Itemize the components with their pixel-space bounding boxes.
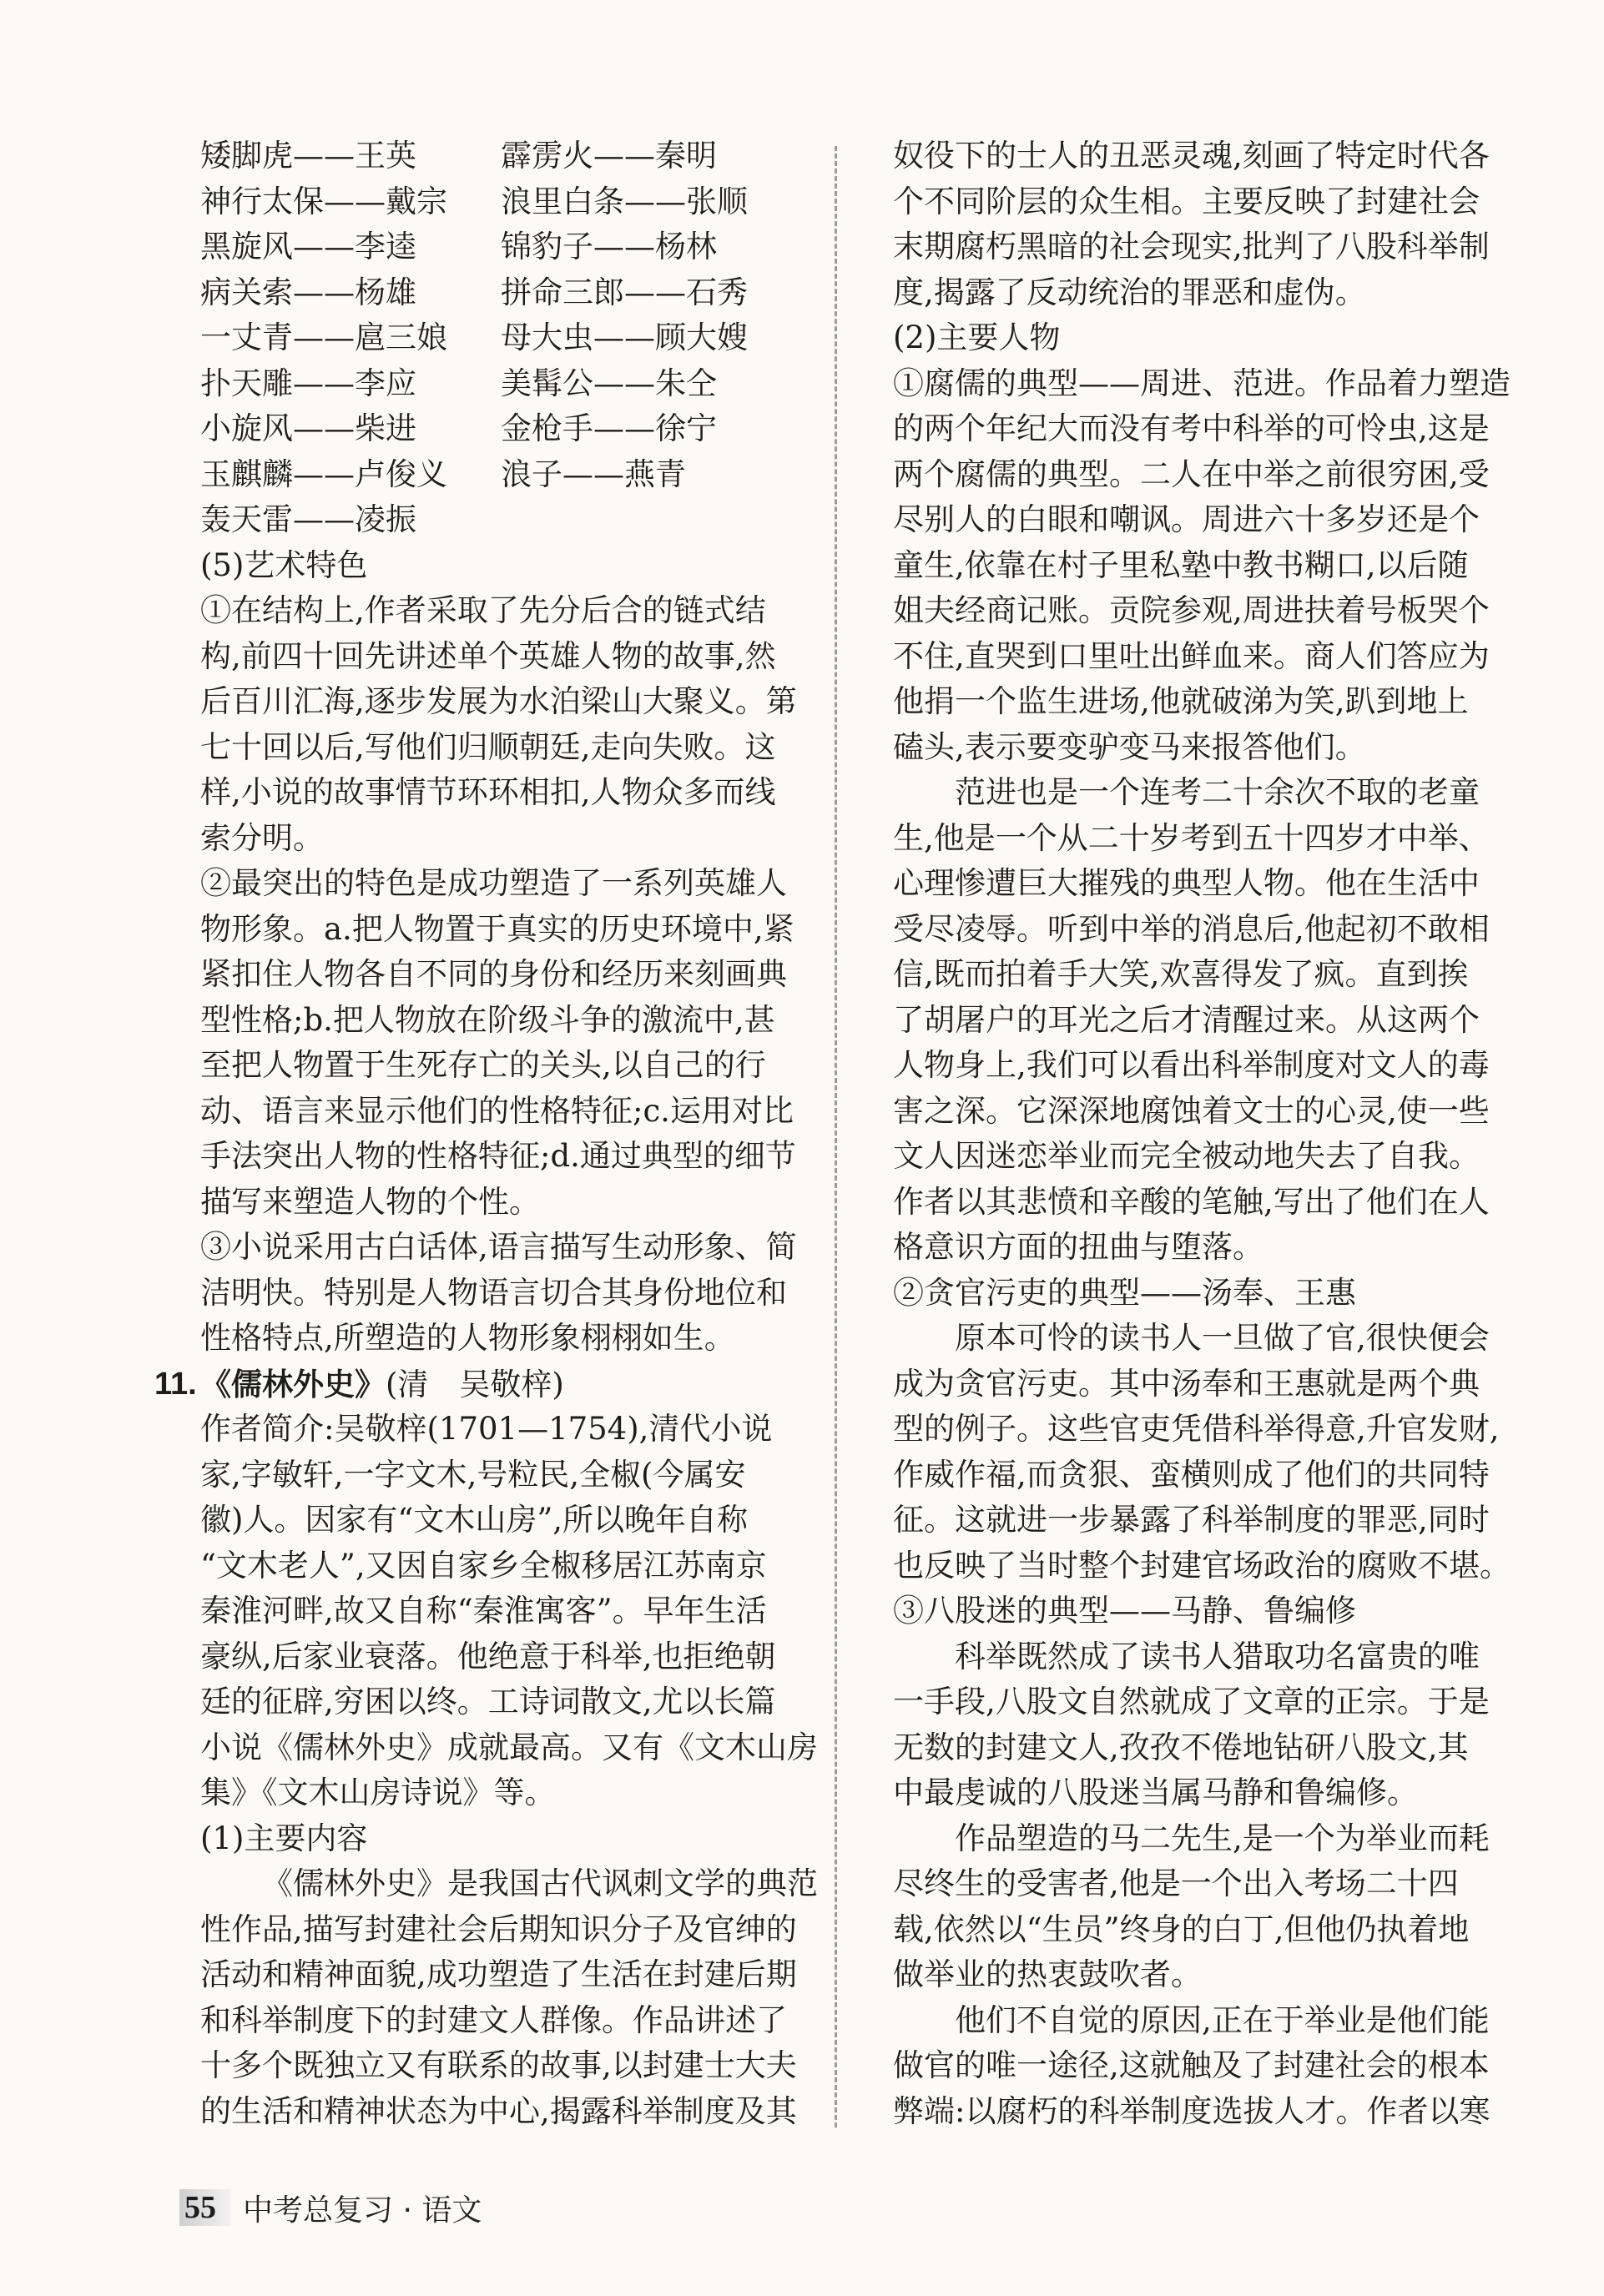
text-line: 作者以其悲愤和辛酸的笔触,写出了他们在人	[893, 1183, 1490, 1220]
text-line: 奴役下的士人的丑恶灵魂,刻画了特定时代各	[893, 138, 1490, 174]
text-line: 作威作福,而贪狠、蛮横则成了他们的共同特	[893, 1456, 1490, 1493]
art-features-heading: (5)艺术特色	[200, 546, 368, 583]
text-line: 成为贪官污吏。其中汤奉和王惠就是两个典	[893, 1365, 1480, 1402]
text-line: 也反映了当时整个封建官场政治的腐败不堪。	[893, 1547, 1511, 1584]
text-line: 至把人物置于生死存亡的关头,以自己的行	[200, 1047, 766, 1083]
text-line: 文人因迷恋举业而完全被动地失去了自我。	[893, 1138, 1480, 1174]
hero-name: 小旋风——柴进	[200, 410, 416, 446]
text-line: ①腐儒的典型——周进、范进。作品着力塑造	[893, 365, 1511, 401]
text-line: 性格特点,所塑造的人物形象栩栩如生。	[200, 1320, 735, 1356]
text-line: ③小说采用古白话体,语言描写生动形象、简	[200, 1229, 797, 1265]
text-line: 度,揭露了反动统治的罪恶和虚伪。	[893, 274, 1366, 310]
text-line: 手法突出人物的性格特征;d.通过典型的细节	[200, 1138, 796, 1174]
text-line: 的两个年纪大而没有考中科举的可怜虫,这是	[893, 410, 1490, 446]
text-line: 科举既然成了读书人猎取功名富贵的唯	[955, 1638, 1480, 1674]
hero-name: 扑天雕——李应	[200, 365, 416, 401]
text-line: 无数的封建文人,孜孜不倦地钻研八股文,其	[893, 1729, 1469, 1765]
text-line: 型性格;b.把人物放在阶级斗争的激流中,甚	[200, 1001, 775, 1038]
text-line: 尽别人的白眼和嘲讽。周进六十多岁还是个	[893, 501, 1480, 537]
text-line: 范进也是一个连考二十余次不取的老童	[955, 774, 1480, 810]
text-line: 受尽凌辱。听到中举的消息后,他起初不敢相	[893, 910, 1490, 947]
hero-name-row	[200, 452, 801, 498]
text-line: 磕头,表示要变驴变马来报答他们。	[893, 728, 1366, 765]
text-line: 集》《文木山房诗说》等。	[200, 1775, 556, 1810]
right-column	[893, 133, 1511, 2134]
hero-name: 浪子——燕青	[501, 456, 686, 492]
hero-name-row	[200, 406, 801, 452]
hero-name: 霹雳火——秦明	[501, 138, 717, 174]
column-divider	[835, 146, 837, 2127]
main-content-text	[200, 1861, 818, 2134]
text-line: 廷的征辟,穷困以终。工诗词散文,尤以长篇	[200, 1684, 776, 1719]
hero-name: 金枪手——徐宁	[501, 410, 717, 446]
text-line: 《儒林外史》是我国古代讽刺文学的典范	[262, 1866, 818, 1901]
text-line: 中最虔诚的八股迷当属马静和鲁编修。	[893, 1775, 1418, 1810]
text-line: 生,他是一个从二十岁考到五十四岁才中举、	[893, 819, 1490, 856]
hero-name: 拼命三郎——石秀	[501, 274, 748, 310]
hero-name: 神行太保——戴宗	[200, 183, 447, 219]
text-line: 描写来塑造人物的个性。	[200, 1183, 540, 1220]
text-line: 和科举制度下的封建文人群像。作品讲述了	[200, 2001, 787, 2038]
item-11-title	[154, 1362, 801, 1407]
art-features-text	[200, 588, 801, 1362]
page-footer	[179, 2188, 482, 2228]
hero-name: 黑旋风——李逵	[200, 229, 416, 264]
main-content-heading: (1)主要内容	[200, 1820, 368, 1856]
text-line: 型的例子。这些官吏凭借科举得意,升官发财,	[893, 1411, 1500, 1447]
text-line: 秦淮河畔,故又自称“秦淮寓客”。早年生活	[200, 1593, 767, 1629]
text-line: 物形象。a.把人物置于真实的历史环境中,紧	[200, 910, 794, 947]
text-line: 性作品,描写封建社会后期知识分子及官绅的	[200, 1911, 797, 1947]
text-line: 他们不自觉的原因,正在于举业是他们能	[955, 2001, 1490, 2038]
hero-name: 病关索——杨雄	[200, 274, 416, 310]
text-line: 不住,直哭到口里吐出鲜血来。商人们答应为	[893, 637, 1490, 674]
author-bio	[200, 1407, 818, 1816]
text-line: 心理惨遭巨大摧残的典型人物。他在生活中	[893, 865, 1480, 901]
text-line: 一手段,八股文自然就成了文章的正宗。于是	[893, 1684, 1490, 1719]
hero-name: 浪里白条——张顺	[501, 183, 748, 219]
text-line: 原本可怜的读书人一旦做了官,很快便会	[955, 1320, 1490, 1356]
hero-name-row	[200, 361, 801, 407]
hero-name-last: 轰天雷——凌振	[200, 501, 416, 537]
text-line: 了胡屠户的耳光之后才清醒过来。从这两个	[893, 1001, 1480, 1038]
text-line: 十多个既独立又有联系的故事,以封建士大夫	[200, 2047, 797, 2083]
text-line: 索分明。	[200, 819, 324, 856]
text-line: 七十回以后,写他们归顺朝廷,走向失败。这	[200, 728, 776, 765]
text-line: 童生,依靠在村子里私塾中教书糊口,以后随	[893, 546, 1469, 583]
text-line: 弊端:以腐朽的科举制度选拔人才。作者以寒	[893, 2092, 1491, 2129]
text-line: 作品塑造的马二先生,是一个为举业而耗	[955, 1820, 1490, 1856]
text-line: 的生活和精神状态为中心,揭露科举制度及其	[200, 2092, 797, 2129]
hero-name-row	[200, 224, 801, 270]
text-line: (2)主要人物	[893, 320, 1061, 355]
text-line: “文木老人”,又因自家乡全椒移居江苏南京	[200, 1547, 767, 1584]
text-line: 两个腐儒的典型。二人在中举之前很穷困,受	[893, 456, 1490, 492]
text-line: 他捐一个监生进场,他就破涕为笑,趴到地上	[893, 683, 1469, 719]
hero-name: 母大虫——顾大嫂	[501, 320, 748, 355]
right-column-text	[893, 133, 1511, 2134]
text-line: 后百川汇海,逐步发展为水泊梁山大聚义。第	[200, 683, 797, 719]
text-line: 末期腐朽黑暗的社会现实,批判了八股科举制	[893, 229, 1490, 264]
text-line: 做举业的热衷鼓吹者。	[893, 1956, 1202, 1992]
hero-name: 锦豹子——杨林	[501, 229, 717, 264]
text-line: 家,字敏轩,一字文木,号粒民,全椒(今属安	[200, 1456, 746, 1493]
hero-nickname-list	[200, 133, 801, 497]
text-line: ②最突出的特色是成功塑造了一系列英雄人	[200, 865, 787, 901]
text-line: 信,既而拍着手大笑,欢喜得发了疯。直到挨	[893, 956, 1469, 992]
footer-book-title: 中考总复习 · 语文	[243, 2193, 482, 2228]
hero-name-row	[200, 270, 801, 316]
text-line: 载,依然以“生员”终身的白丁,但他仍执着地	[893, 1911, 1470, 1947]
text-line: 活动和精神面貌,成功塑造了生活在封建后期	[200, 1956, 797, 1992]
text-line: 害之深。它深深地腐蚀着文士的心灵,使一些	[893, 1092, 1490, 1129]
hero-name: 美髯公——朱仝	[501, 365, 717, 401]
hero-name-row	[200, 315, 801, 361]
text-line: 小说《儒林外史》成就最高。又有《文木山房	[200, 1729, 818, 1765]
text-line: 做官的唯一途径,这就触及了封建社会的根本	[893, 2047, 1490, 2083]
text-line: 征。这就进一步暴露了科举制度的罪恶,同时	[893, 1502, 1490, 1538]
text-line: 作者简介:吴敬梓(1701—1754),清代小说	[200, 1411, 773, 1447]
text-line: ③八股迷的典型——马静、鲁编修	[893, 1593, 1356, 1629]
text-line: 姐夫经商记账。贡院参观,周进扶着号板哭个	[893, 592, 1490, 628]
text-line: 尽终生的受害者,他是一个出入考场二十四	[893, 1866, 1459, 1901]
left-column	[154, 133, 818, 2134]
text-line: 样,小说的故事情节环环相扣,人物众多而线	[200, 774, 776, 810]
page-number: 55	[179, 2189, 231, 2226]
text-line: 豪纵,后家业衰落。他绝意于科举,也拒绝朝	[200, 1638, 776, 1674]
text-line: ①在结构上,作者采取了先分后合的链式结	[200, 592, 766, 628]
text-line: 洁明快。特别是人物语言切合其身份地位和	[200, 1274, 787, 1311]
book-title: 《儒林外史》	[200, 1365, 386, 1402]
hero-name-row	[200, 133, 801, 179]
text-line: 格意识方面的扭曲与堕落。	[893, 1229, 1264, 1265]
item-number: 11.	[154, 1366, 197, 1402]
text-line: 紧扣住人物各自不同的身份和经历来刻画典	[200, 956, 787, 992]
hero-name: 一丈青——扈三娘	[200, 320, 447, 355]
text-line: 个不同阶层的众生相。主要反映了封建社会	[893, 183, 1480, 219]
text-line: 动、语言来显示他们的性格特征;c.运用对比	[200, 1092, 794, 1129]
text-line: ②贪官污吏的典型——汤奉、王惠	[893, 1274, 1356, 1311]
hero-name: 玉麒麟——卢俊义	[200, 456, 447, 492]
text-line: 人物身上,我们可以看出科举制度对文人的毒	[893, 1047, 1490, 1083]
text-line: 构,前四十回先讲述单个英雄人物的故事,然	[200, 637, 776, 674]
text-line: 徽)人。因家有“文木山房”,所以晚年自称	[200, 1502, 749, 1538]
hero-name-row	[200, 179, 801, 225]
hero-name: 矮脚虎——王英	[200, 138, 416, 174]
book-author: (清 吴敬梓)	[386, 1366, 564, 1402]
